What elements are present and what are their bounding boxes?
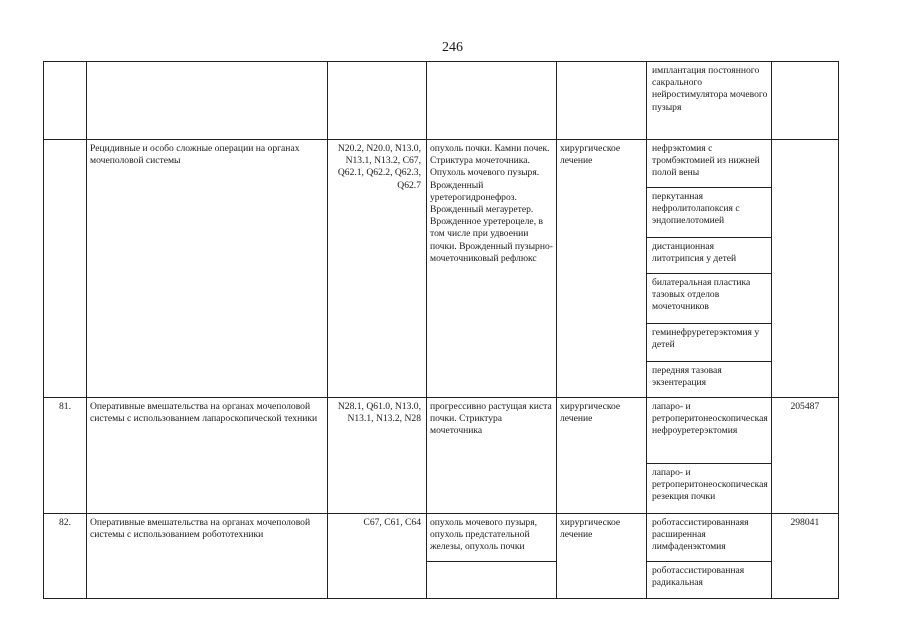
- row-number-cell: [44, 62, 87, 140]
- patient-model-cell: прогрессивно растущая киста почки. Стриктура мочеточника: [427, 398, 557, 514]
- treatment-method-cell: лапаро- и ретроперитонеоскопическая нефроуретерэктомия: [647, 398, 772, 464]
- page-number: 246: [442, 40, 463, 55]
- treatment-method-cell: билатеральная пластика тазовых отделов мочеточников: [647, 274, 772, 324]
- row-number-cell: 81.: [44, 398, 87, 514]
- treatment-method-cell: передняя тазовая экзентерация: [647, 362, 772, 398]
- care-type-cell: Рецидивные и особо сложные операции на органах мочеполовой системы: [87, 140, 328, 398]
- care-type-cell: Оперативные вмешательства на органах мочеполовой системы с использованием лапароскопической техники: [87, 398, 328, 514]
- icd-codes-cell: [328, 62, 427, 140]
- treatment-type-cell: хирургическое лечение: [557, 514, 647, 599]
- care-type-cell: Оперативные вмешательства на органах мочеполовой системы с использованием робототехники: [87, 514, 328, 599]
- treatment-method-cell: лапаро- и ретроперитонеоскопическая резекция почки: [647, 464, 772, 514]
- table-row: [44, 140, 839, 188]
- treatment-method-cell: перкутанная нефролитолапоксия с эндопиелотомией: [647, 188, 772, 238]
- icd-codes-cell: C67, C61, C64: [328, 514, 427, 599]
- treatment-type-cell: [557, 62, 647, 140]
- services-table: [43, 61, 839, 599]
- price-cell: 205487: [771, 398, 838, 514]
- treatment-method-cell: дистанционная литотрипсия у детей: [647, 238, 772, 274]
- table-row: [44, 514, 839, 562]
- table-row: [44, 398, 839, 464]
- care-type-cell: [87, 62, 328, 140]
- icd-codes-cell: N28.1, Q61.0, N13.0, N13.1, N13.2, N28: [328, 398, 427, 514]
- patient-model-cell: [427, 62, 557, 140]
- table-row: [44, 62, 839, 140]
- patient-model-cell: опухоль мочевого пузыря, опухоль предстательной железы, опухоль почки: [427, 514, 557, 562]
- treatment-method-cell: нефрэктомия с тромбэктомией из нижней полой вены: [647, 140, 772, 188]
- patient-model-cell: опухоль почки. Камни почек. Стриктура мочеточника. Опухоль мочевого пузыря. Врожденный уретерогидронефроз. Врожденный мегауретер. Врожденное уретероцеле, в том числе при удвоении почки. Врожденный пузырно-мочеточниковый рефлюкс: [427, 140, 557, 398]
- treatment-method-cell: имплантация постоянного сакрального нейростимулятора мочевого пузыря: [647, 62, 772, 140]
- treatment-type-cell: хирургическое лечение: [557, 140, 647, 398]
- treatment-type-cell: хирургическое лечение: [557, 398, 647, 514]
- row-number-cell: [44, 140, 87, 398]
- treatment-method-cell: геминефруретерэктомия у детей: [647, 324, 772, 362]
- price-cell: [771, 140, 838, 398]
- price-cell: 298041: [771, 514, 838, 599]
- treatment-method-cell: роботассистированная радикальная: [647, 562, 772, 599]
- patient-model-cell-empty: [427, 562, 557, 599]
- row-number-cell: 82.: [44, 514, 87, 599]
- price-cell: [771, 62, 838, 140]
- treatment-method-cell: роботассистированнаяя расширенная лимфаденэктомия: [647, 514, 772, 562]
- icd-codes-cell: N20.2, N20.0, N13.0, N13.1, N13.2, C67, Q62.1, Q62.2, Q62.3, Q62.7: [328, 140, 427, 398]
